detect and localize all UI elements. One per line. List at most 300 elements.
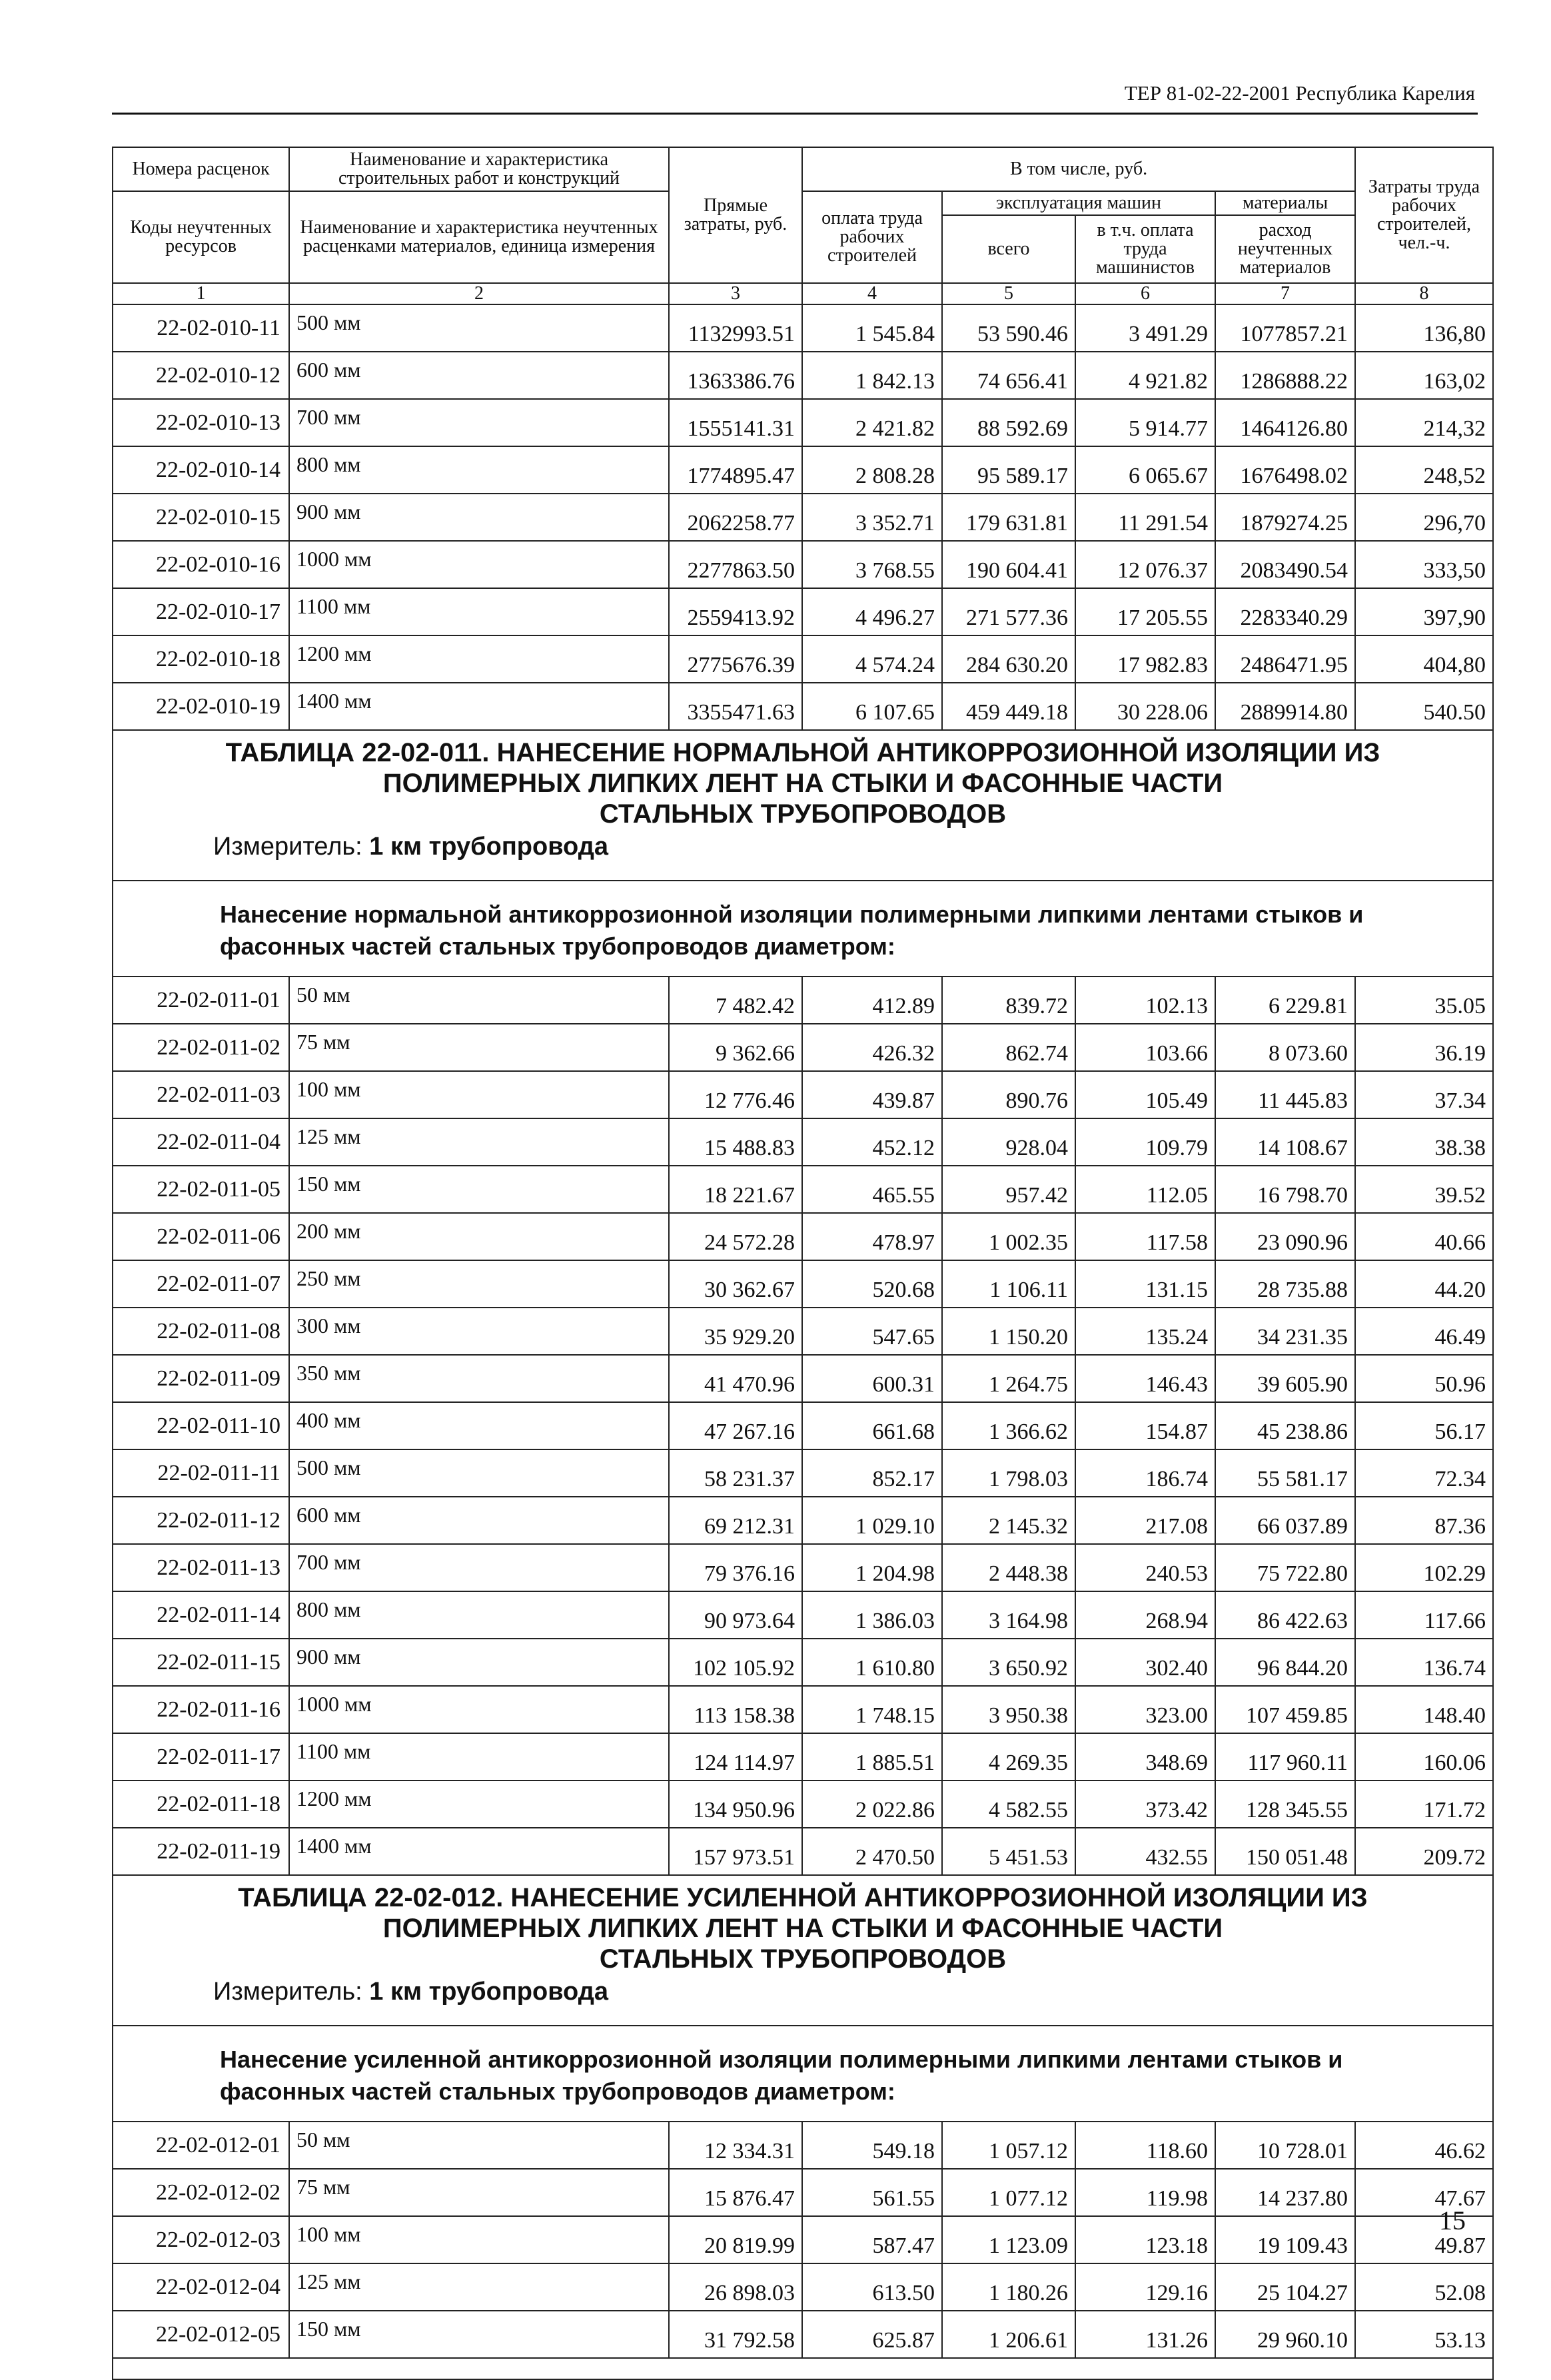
machine-costs: 1 077.12 xyxy=(942,2169,1075,2216)
direct-costs: 15 488.83 xyxy=(669,1118,802,1166)
direct-costs: 124 114.97 xyxy=(669,1733,802,1781)
labor-hours: 39.52 xyxy=(1355,1166,1493,1213)
col-number: 3 xyxy=(669,283,802,304)
machinist-wages: 186.74 xyxy=(1075,1449,1215,1497)
materials-cost: 75 722.80 xyxy=(1215,1544,1355,1591)
table-header xyxy=(113,147,1493,304)
materials-cost: 117 960.11 xyxy=(1215,1733,1355,1781)
materials-cost: 10 728.01 xyxy=(1215,2122,1355,2169)
col-machines: эксплуатация машин xyxy=(942,191,1215,215)
table-row xyxy=(113,1828,1493,1875)
col-number: 2 xyxy=(289,283,669,304)
col-number: 8 xyxy=(1355,283,1493,304)
machinist-wages: 131.15 xyxy=(1075,1260,1215,1308)
section-subtitle xyxy=(113,2026,1492,2108)
labor-hours: 37.34 xyxy=(1355,1071,1493,1118)
labor-hours: 40.66 xyxy=(1355,1213,1493,1260)
rate-code: 22-02-011-19 xyxy=(113,1828,289,1875)
machine-costs: 271 577.36 xyxy=(942,588,1075,635)
work-name: 800 мм xyxy=(289,446,669,494)
direct-costs: 58 231.37 xyxy=(669,1449,802,1497)
page-number: 15 xyxy=(1439,2205,1466,2235)
machinist-wages: 103.66 xyxy=(1075,1024,1215,1071)
machine-costs: 4 269.35 xyxy=(942,1733,1075,1781)
worker-wages: 4 496.27 xyxy=(802,588,942,635)
table-row xyxy=(113,1355,1493,1402)
rate-code: 22-02-011-17 xyxy=(113,1733,289,1781)
machinist-wages: 112.05 xyxy=(1075,1166,1215,1213)
labor-hours: 72.34 xyxy=(1355,1449,1493,1497)
rate-code: 22-02-010-15 xyxy=(113,494,289,541)
col-name-bottom: Наименование и характеристика неучтенных расценками материалов, единица измерения xyxy=(289,191,669,283)
materials-cost: 28 735.88 xyxy=(1215,1260,1355,1308)
direct-costs: 35 929.20 xyxy=(669,1308,802,1355)
direct-costs: 102 105.92 xyxy=(669,1639,802,1686)
rate-code: 22-02-011-06 xyxy=(113,1213,289,1260)
machine-costs: 459 449.18 xyxy=(942,683,1075,730)
rates-table xyxy=(112,147,1494,2380)
rate-code: 22-02-010-14 xyxy=(113,446,289,494)
worker-wages: 6 107.65 xyxy=(802,683,942,730)
work-name: 125 мм xyxy=(289,1118,669,1166)
labor-hours: 117.66 xyxy=(1355,1591,1493,1639)
table-row xyxy=(113,1449,1493,1497)
table-row xyxy=(113,399,1493,446)
labor-hours: 87.36 xyxy=(1355,1497,1493,1544)
materials-cost: 2283340.29 xyxy=(1215,588,1355,635)
materials-cost: 1286888.22 xyxy=(1215,352,1355,399)
table-row xyxy=(113,2311,1493,2358)
machinist-wages: 6 065.67 xyxy=(1075,446,1215,494)
machinist-wages: 432.55 xyxy=(1075,1828,1215,1875)
machinist-wages: 373.42 xyxy=(1075,1781,1215,1828)
rate-code: 22-02-011-13 xyxy=(113,1544,289,1591)
direct-costs: 20 819.99 xyxy=(669,2216,802,2263)
labor-hours: 397,90 xyxy=(1355,588,1493,635)
labor-hours: 56.17 xyxy=(1355,1402,1493,1449)
machine-costs: 95 589.17 xyxy=(942,446,1075,494)
materials-cost: 25 104.27 xyxy=(1215,2263,1355,2311)
worker-wages: 661.68 xyxy=(802,1402,942,1449)
machine-costs: 1 123.09 xyxy=(942,2216,1075,2263)
labor-hours: 296,70 xyxy=(1355,494,1493,541)
work-name: 500 мм xyxy=(289,304,669,352)
direct-costs: 69 212.31 xyxy=(669,1497,802,1544)
rate-code: 22-02-012-03 xyxy=(113,2216,289,2263)
worker-wages: 852.17 xyxy=(802,1449,942,1497)
machinist-wages: 135.24 xyxy=(1075,1308,1215,1355)
direct-costs: 1555141.31 xyxy=(669,399,802,446)
machinist-wages: 146.43 xyxy=(1075,1355,1215,1402)
machine-costs: 1 002.35 xyxy=(942,1213,1075,1260)
machine-costs: 284 630.20 xyxy=(942,635,1075,683)
worker-wages: 1 610.80 xyxy=(802,1639,942,1686)
table-row xyxy=(113,1497,1493,1544)
section-title-line: СТАЛЬНЫХ ТРУБОПРОВОДОВ xyxy=(599,1944,1007,1974)
materials-cost: 8 073.60 xyxy=(1215,1024,1355,1071)
labor-hours: 160.06 xyxy=(1355,1733,1493,1781)
worker-wages: 587.47 xyxy=(802,2216,942,2263)
machinist-wages: 123.18 xyxy=(1075,2216,1215,2263)
worker-wages: 426.32 xyxy=(802,1024,942,1071)
table-011-body xyxy=(113,977,1493,1875)
materials-cost: 34 231.35 xyxy=(1215,1308,1355,1355)
rate-code: 22-02-010-19 xyxy=(113,683,289,730)
work-name: 500 мм xyxy=(289,1449,669,1497)
col-code-bottom: Коды неучтенных ресурсов xyxy=(113,191,289,283)
col-number: 4 xyxy=(802,283,942,304)
work-name: 900 мм xyxy=(289,1639,669,1686)
table-010-body xyxy=(113,304,1493,730)
table-row xyxy=(113,2216,1493,2263)
worker-wages: 1 885.51 xyxy=(802,1733,942,1781)
machine-costs: 3 164.98 xyxy=(942,1591,1075,1639)
worker-wages: 1 204.98 xyxy=(802,1544,942,1591)
work-name: 250 мм xyxy=(289,1260,669,1308)
worker-wages: 1 029.10 xyxy=(802,1497,942,1544)
rate-code: 22-02-011-14 xyxy=(113,1591,289,1639)
measure-unit xyxy=(127,831,1479,863)
table-row xyxy=(113,588,1493,635)
section-012-subtitle-cell xyxy=(113,2026,1493,2122)
section-title-line: СТАЛЬНЫХ ТРУБОПРОВОДОВ xyxy=(599,799,1007,829)
materials-cost: 45 238.86 xyxy=(1215,1402,1355,1449)
table-row xyxy=(113,446,1493,494)
machinist-wages: 119.98 xyxy=(1075,2169,1215,2216)
direct-costs: 2559413.92 xyxy=(669,588,802,635)
worker-wages: 1 545.84 xyxy=(802,304,942,352)
direct-costs: 1363386.76 xyxy=(669,352,802,399)
table-row xyxy=(113,352,1493,399)
worker-wages: 1 842.13 xyxy=(802,352,942,399)
direct-costs: 2277863.50 xyxy=(669,541,802,588)
work-name: 50 мм xyxy=(289,977,669,1024)
labor-hours: 540.50 xyxy=(1355,683,1493,730)
work-name: 1100 мм xyxy=(289,588,669,635)
work-name: 1100 мм xyxy=(289,1733,669,1781)
machinist-wages: 5 914.77 xyxy=(1075,399,1215,446)
machine-costs: 1 264.75 xyxy=(942,1355,1075,1402)
materials-cost: 19 109.43 xyxy=(1215,2216,1355,2263)
work-name: 50 мм xyxy=(289,2122,669,2169)
direct-costs: 47 267.16 xyxy=(669,1402,802,1449)
worker-wages: 2 022.86 xyxy=(802,1781,942,1828)
col-machines-total: всего xyxy=(942,215,1075,283)
table-row xyxy=(113,2122,1493,2169)
rate-code: 22-02-011-08 xyxy=(113,1308,289,1355)
table-row xyxy=(113,1686,1493,1733)
direct-costs: 12 776.46 xyxy=(669,1071,802,1118)
table-row xyxy=(113,635,1493,683)
materials-cost: 6 229.81 xyxy=(1215,977,1355,1024)
worker-wages: 600.31 xyxy=(802,1355,942,1402)
work-name: 600 мм xyxy=(289,352,669,399)
materials-cost: 11 445.83 xyxy=(1215,1071,1355,1118)
rate-code: 22-02-011-05 xyxy=(113,1166,289,1213)
materials-cost: 1879274.25 xyxy=(1215,494,1355,541)
table-row xyxy=(113,683,1493,730)
rate-code: 22-02-011-09 xyxy=(113,1355,289,1402)
labor-hours: 171.72 xyxy=(1355,1781,1493,1828)
col-number: 6 xyxy=(1075,283,1215,304)
machinist-wages: 217.08 xyxy=(1075,1497,1215,1544)
machine-costs: 1 057.12 xyxy=(942,2122,1075,2169)
table-row xyxy=(113,1733,1493,1781)
work-name: 150 мм xyxy=(289,2311,669,2358)
machinist-wages: 154.87 xyxy=(1075,1402,1215,1449)
rate-code: 22-02-011-18 xyxy=(113,1781,289,1828)
section-012-title-cell xyxy=(113,1875,1493,2026)
col-labor: Затраты труда рабочих строителей, чел.-ч. xyxy=(1355,147,1493,283)
labor-hours: 136.74 xyxy=(1355,1639,1493,1686)
machinist-wages: 129.16 xyxy=(1075,2263,1215,2311)
worker-wages: 1 748.15 xyxy=(802,1686,942,1733)
machinist-wages: 3 491.29 xyxy=(1075,304,1215,352)
table-row xyxy=(113,1591,1493,1639)
table-row xyxy=(113,1639,1493,1686)
machine-costs: 839.72 xyxy=(942,977,1075,1024)
machine-costs: 2 448.38 xyxy=(942,1544,1075,1591)
measure-value: 1 км трубопровода xyxy=(369,833,609,861)
materials-cost: 55 581.17 xyxy=(1215,1449,1355,1497)
section-011-heading xyxy=(113,730,1493,977)
col-number: 5 xyxy=(942,283,1075,304)
machine-costs: 1 150.20 xyxy=(942,1308,1075,1355)
work-name: 400 мм xyxy=(289,1402,669,1449)
work-name: 1000 мм xyxy=(289,1686,669,1733)
col-number: 1 xyxy=(113,283,289,304)
table-row xyxy=(113,2263,1493,2311)
worker-wages: 547.65 xyxy=(802,1308,942,1355)
table-row xyxy=(113,1166,1493,1213)
labor-hours: 163,02 xyxy=(1355,352,1493,399)
materials-cost: 16 798.70 xyxy=(1215,1166,1355,1213)
rate-code: 22-02-011-12 xyxy=(113,1497,289,1544)
machine-costs: 190 604.41 xyxy=(942,541,1075,588)
machinist-wages: 323.00 xyxy=(1075,1686,1215,1733)
materials-cost: 2889914.80 xyxy=(1215,683,1355,730)
direct-costs: 90 973.64 xyxy=(669,1591,802,1639)
direct-costs: 134 950.96 xyxy=(669,1781,802,1828)
table-row xyxy=(113,494,1493,541)
machinist-wages: 131.26 xyxy=(1075,2311,1215,2358)
machine-costs: 2 145.32 xyxy=(942,1497,1075,1544)
rate-code: 22-02-010-16 xyxy=(113,541,289,588)
section-title-line: ПОЛИМЕРНЫХ ЛИПКИХ ЛЕНТ НА СТЫКИ И ФАСОННЫЕ ЧАСТИ xyxy=(382,769,1223,798)
work-name: 150 мм xyxy=(289,1166,669,1213)
direct-costs: 1132993.51 xyxy=(669,304,802,352)
work-name: 1200 мм xyxy=(289,635,669,683)
direct-costs: 31 792.58 xyxy=(669,2311,802,2358)
labor-hours: 148.40 xyxy=(1355,1686,1493,1733)
rate-code: 22-02-010-13 xyxy=(113,399,289,446)
machine-costs: 1 798.03 xyxy=(942,1449,1075,1497)
work-name: 350 мм xyxy=(289,1355,669,1402)
section-title-line: ТАБЛИЦА 22-02-011. НАНЕСЕНИЕ НОРМАЛЬНОЙ АНТИКОРРОЗИОННОЙ ИЗОЛЯЦИИ ИЗ xyxy=(225,738,1380,767)
rate-code: 22-02-010-11 xyxy=(113,304,289,352)
measure-unit xyxy=(127,1976,1479,2008)
machine-costs: 1 106.11 xyxy=(942,1260,1075,1308)
table-footer-space xyxy=(113,2358,1493,2379)
section-subtitle xyxy=(113,881,1492,963)
materials-cost: 66 037.89 xyxy=(1215,1497,1355,1544)
materials-cost: 2083490.54 xyxy=(1215,541,1355,588)
worker-wages: 452.12 xyxy=(802,1118,942,1166)
direct-costs: 2062258.77 xyxy=(669,494,802,541)
machine-costs: 4 582.55 xyxy=(942,1781,1075,1828)
machinist-wages: 117.58 xyxy=(1075,1213,1215,1260)
direct-costs: 7 482.42 xyxy=(669,977,802,1024)
table-row xyxy=(113,1260,1493,1308)
col-wages: оплата труда рабочих строителей xyxy=(802,191,942,283)
rate-code: 22-02-011-15 xyxy=(113,1639,289,1686)
work-name: 800 мм xyxy=(289,1591,669,1639)
labor-hours: 52.08 xyxy=(1355,2263,1493,2311)
subtitle-line: Нанесение усиленной антикоррозионной изоляции полимерными липкими лентами стыков и xyxy=(220,2046,1343,2073)
worker-wages: 561.55 xyxy=(802,2169,942,2216)
col-materials: материалы xyxy=(1215,191,1355,215)
col-materials-sub: расход неучтенных материалов xyxy=(1215,215,1355,283)
work-name: 600 мм xyxy=(289,1497,669,1544)
materials-cost: 128 345.55 xyxy=(1215,1781,1355,1828)
direct-costs: 157 973.51 xyxy=(669,1828,802,1875)
labor-hours: 50.96 xyxy=(1355,1355,1493,1402)
materials-cost: 150 051.48 xyxy=(1215,1828,1355,1875)
labor-hours: 49.87 xyxy=(1355,2216,1493,2263)
subtitle-line: Нанесение нормальной антикоррозионной изоляции полимерными липкими лентами стыков и xyxy=(220,901,1364,928)
materials-cost: 96 844.20 xyxy=(1215,1639,1355,1686)
worker-wages: 1 386.03 xyxy=(802,1591,942,1639)
work-name: 300 мм xyxy=(289,1308,669,1355)
labor-hours: 38.38 xyxy=(1355,1118,1493,1166)
materials-cost: 39 605.90 xyxy=(1215,1355,1355,1402)
materials-cost: 86 422.63 xyxy=(1215,1591,1355,1639)
machine-costs: 862.74 xyxy=(942,1024,1075,1071)
labor-hours: 46.49 xyxy=(1355,1308,1493,1355)
table-row xyxy=(113,1402,1493,1449)
machinist-wages: 302.40 xyxy=(1075,1639,1215,1686)
materials-cost: 1676498.02 xyxy=(1215,446,1355,494)
table-row xyxy=(113,1308,1493,1355)
rate-code: 22-02-012-05 xyxy=(113,2311,289,2358)
labor-hours: 209.72 xyxy=(1355,1828,1493,1875)
machinist-wages: 4 921.82 xyxy=(1075,352,1215,399)
direct-costs: 41 470.96 xyxy=(669,1355,802,1402)
rate-code: 22-02-010-12 xyxy=(113,352,289,399)
worker-wages: 2 808.28 xyxy=(802,446,942,494)
machine-costs: 88 592.69 xyxy=(942,399,1075,446)
measure-label: Измеритель: xyxy=(213,833,362,861)
machinist-wages: 30 228.06 xyxy=(1075,683,1215,730)
rate-code: 22-02-010-18 xyxy=(113,635,289,683)
worker-wages: 3 768.55 xyxy=(802,541,942,588)
section-011-subtitle-cell xyxy=(113,881,1493,977)
work-name: 1400 мм xyxy=(289,683,669,730)
running-header xyxy=(112,73,1478,115)
labor-hours: 248,52 xyxy=(1355,446,1493,494)
machinist-wages: 102.13 xyxy=(1075,977,1215,1024)
work-name: 200 мм xyxy=(289,1213,669,1260)
labor-hours: 102.29 xyxy=(1355,1544,1493,1591)
direct-costs: 30 362.67 xyxy=(669,1260,802,1308)
table-row xyxy=(113,977,1493,1024)
materials-cost: 107 459.85 xyxy=(1215,1686,1355,1733)
table-row xyxy=(113,304,1493,352)
col-number: 7 xyxy=(1215,283,1355,304)
section-title-line: ПОЛИМЕРНЫХ ЛИПКИХ ЛЕНТ НА СТЫКИ И ФАСОННЫЕ ЧАСТИ xyxy=(382,1914,1223,1943)
materials-cost: 1077857.21 xyxy=(1215,304,1355,352)
table-row xyxy=(113,2169,1493,2216)
machinist-wages: 17 982.83 xyxy=(1075,635,1215,683)
direct-costs: 24 572.28 xyxy=(669,1213,802,1260)
work-name: 125 мм xyxy=(289,2263,669,2311)
rate-code: 22-02-011-16 xyxy=(113,1686,289,1733)
labor-hours: 404,80 xyxy=(1355,635,1493,683)
work-name: 1400 мм xyxy=(289,1828,669,1875)
machine-costs: 5 451.53 xyxy=(942,1828,1075,1875)
machinist-wages: 12 076.37 xyxy=(1075,541,1215,588)
machinist-wages: 348.69 xyxy=(1075,1733,1215,1781)
col-including: В том числе, руб. xyxy=(802,147,1355,191)
section-011-title-cell xyxy=(113,730,1493,881)
work-name: 75 мм xyxy=(289,1024,669,1071)
work-name: 700 мм xyxy=(289,399,669,446)
direct-costs: 18 221.67 xyxy=(669,1166,802,1213)
machine-costs: 1 366.62 xyxy=(942,1402,1075,1449)
work-name: 1200 мм xyxy=(289,1781,669,1828)
running-title: ТЕР 81-02-22-2001 Республика Карелия xyxy=(1124,81,1475,105)
rate-code: 22-02-011-02 xyxy=(113,1024,289,1071)
direct-costs: 79 376.16 xyxy=(669,1544,802,1591)
worker-wages: 2 470.50 xyxy=(802,1828,942,1875)
worker-wages: 465.55 xyxy=(802,1166,942,1213)
column-numbers-row xyxy=(113,283,1493,304)
work-name: 1000 мм xyxy=(289,541,669,588)
rate-code: 22-02-012-01 xyxy=(113,2122,289,2169)
table-row xyxy=(113,1781,1493,1828)
section-title-line: ТАБЛИЦА 22-02-012. НАНЕСЕНИЕ УСИЛЕННОЙ АНТИКОРРОЗИОННОЙ ИЗОЛЯЦИИ ИЗ xyxy=(238,1883,1368,1912)
table-row xyxy=(113,1024,1493,1071)
subtitle-line: фасонных частей стальных трубопроводов диаметром: xyxy=(220,933,895,960)
direct-costs: 3355471.63 xyxy=(669,683,802,730)
machine-costs: 928.04 xyxy=(942,1118,1075,1166)
col-name-top: Наименование и характеристика строительных работ и конструкций xyxy=(289,147,669,191)
labor-hours: 35.05 xyxy=(1355,977,1493,1024)
worker-wages: 3 352.71 xyxy=(802,494,942,541)
materials-cost: 14 237.80 xyxy=(1215,2169,1355,2216)
labor-hours: 47.67 xyxy=(1355,2169,1493,2216)
labor-hours: 136,80 xyxy=(1355,304,1493,352)
machine-costs: 3 650.92 xyxy=(942,1639,1075,1686)
worker-wages: 412.89 xyxy=(802,977,942,1024)
table-row xyxy=(113,1071,1493,1118)
machine-costs: 179 631.81 xyxy=(942,494,1075,541)
section-012-heading xyxy=(113,1875,1493,2122)
table-012-body xyxy=(113,2122,1493,2358)
worker-wages: 520.68 xyxy=(802,1260,942,1308)
direct-costs: 1774895.47 xyxy=(669,446,802,494)
labor-hours: 36.19 xyxy=(1355,1024,1493,1071)
machinist-wages: 105.49 xyxy=(1075,1071,1215,1118)
worker-wages: 613.50 xyxy=(802,2263,942,2311)
machinist-wages: 109.79 xyxy=(1075,1118,1215,1166)
table-bottom-spacer xyxy=(113,2358,1493,2379)
materials-cost: 14 108.67 xyxy=(1215,1118,1355,1166)
rate-code: 22-02-010-17 xyxy=(113,588,289,635)
labor-hours: 44.20 xyxy=(1355,1260,1493,1308)
rate-code: 22-02-011-01 xyxy=(113,977,289,1024)
worker-wages: 439.87 xyxy=(802,1071,942,1118)
